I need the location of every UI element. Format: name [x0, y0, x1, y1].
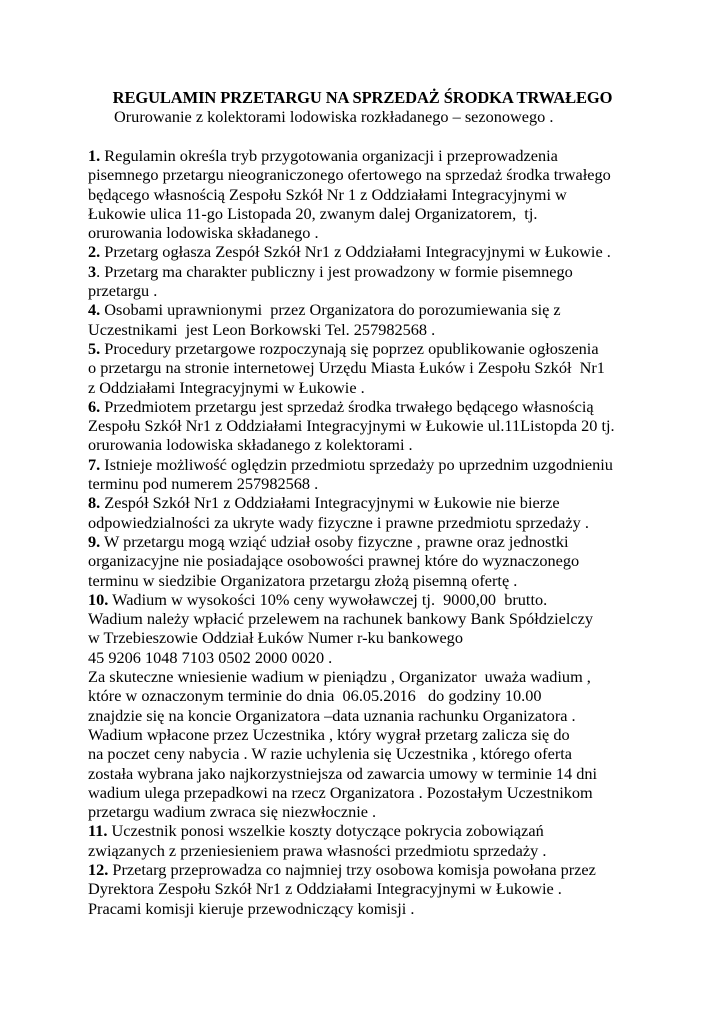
text-line	[88, 300, 718, 319]
text-line	[88, 667, 718, 686]
line-text: orurowania lodowiska składanego .	[88, 223, 319, 243]
text-line	[88, 571, 718, 590]
text-line	[88, 551, 718, 570]
section-number: 3	[88, 261, 97, 281]
document-title: REGULAMIN PRZETARGU NA SPRZEDAŻ ŚRODKA TRWAŁEGO	[112, 88, 613, 107]
line-text: Przedmiotem przetargu jest sprzedaż środka trwałego będącego własnością	[100, 396, 594, 416]
line-text: 45 9206 1048 7103 0502 2000 0020 .	[88, 647, 333, 667]
line-text: znajdzie się na koncie Organizatora –data uznania rachunku Organizatora .	[88, 705, 576, 725]
text-line	[88, 590, 718, 609]
text-line	[88, 493, 718, 512]
text-line	[88, 146, 718, 165]
line-text: Przetarg ogłasza Zespół Szkół Nr1 z Oddziałami Integracyjnymi w Łukowie .	[100, 242, 611, 262]
line-text: Wadium wpłacone przez Uczestnika , który wygrał przetarg zalicza się do	[88, 724, 570, 744]
text-line	[88, 513, 718, 532]
line-text: Istnieje możliwość oględzin przedmiotu sprzedaży po uprzednim uzgodnieniu	[100, 454, 613, 474]
text-line	[88, 242, 718, 261]
line-text: z Oddziałami Integracyjnymi w Łukowie .	[88, 377, 365, 397]
text-line	[88, 358, 718, 377]
text-line	[88, 320, 718, 339]
text-line	[88, 860, 718, 879]
text-line	[88, 764, 718, 783]
line-text: w Trzebieszowie Oddział Łuków Numer r-ku bankowego	[88, 628, 463, 648]
text-line	[88, 416, 718, 435]
line-text: Zespół Szkół Nr1 z Oddziałami Integracyjnymi w Łukowie nie bierze	[100, 493, 560, 513]
section-number: 6.	[88, 396, 101, 416]
section-number: 2.	[88, 242, 101, 262]
line-text: wadium ulega przepadkowi na rzecz Organizatora . Pozostałym Uczestnikom	[88, 782, 593, 802]
line-text: Dyrektora Zespołu Szkół Nr1 z Oddziałami Integracyjnymi w Łukowie .	[88, 879, 562, 899]
text-line	[88, 899, 718, 918]
text-line	[88, 648, 718, 667]
text-line	[88, 725, 718, 744]
text-line	[88, 223, 718, 242]
section-number: 5.	[88, 338, 101, 358]
text-line	[88, 262, 718, 281]
line-text: Za skuteczne wniesienie wadium w pieniądzu , Organizator uważa wadium ,	[88, 667, 591, 687]
line-text: przetargu .	[88, 281, 158, 301]
line-text: Wadium należy wpłacić przelewem na rachunek bankowy Bank Spółdzielczy	[88, 609, 594, 629]
line-text: Przetarg przeprowadza co najmniej trzy osobowa komisja powołana przez	[108, 859, 596, 879]
text-line	[88, 821, 718, 840]
line-text: Łukowie ulica 11-go Listopada 20, zwanym dalej Organizatorem, tj.	[88, 203, 538, 223]
line-text: została wybrana jako najkorzystniejsza od zawarcia umowy w terminie 14 dni	[88, 763, 598, 783]
section-number: 4.	[88, 300, 101, 320]
text-line	[88, 802, 718, 821]
text-line	[88, 532, 718, 551]
line-text: które w oznaczonym terminie do dnia 06.05.2016 do godziny 10.00	[88, 686, 542, 706]
line-text: Procedury przetargowe rozpoczynają się poprzez opublikowanie ogłoszenia	[100, 338, 599, 358]
line-text: Uczestnik ponosi wszelkie koszty dotyczące pokrycia zobowiązań	[107, 821, 544, 841]
line-text: W przetargu mogą wziąć udział osoby fizyczne , prawne oraz jednostki	[100, 531, 569, 551]
line-text: o przetargu na stronie internetowej Urzędu Miasta Łuków i Zespołu Szkół Nr1	[88, 358, 605, 378]
line-text: na poczet ceny nabycia . W razie uchylenia się Uczestnika , którego oferta	[88, 744, 572, 764]
line-text: Zespołu Szkół Nr1 z Oddziałami Integracyjnymi w Łukowie ul.11Listopda 20 tj.	[88, 416, 615, 436]
text-line	[88, 841, 718, 860]
text-line	[88, 397, 718, 416]
line-text: związanych z przeniesieniem prawa własności przedmiotu sprzedaży .	[88, 840, 547, 860]
section-number: 9.	[88, 531, 101, 551]
text-line	[88, 879, 718, 898]
line-text: orurowania lodowiska składanego z kolektorami .	[88, 435, 413, 455]
text-line	[88, 474, 718, 493]
text-line	[88, 435, 718, 454]
text-line	[88, 339, 718, 358]
line-text: organizacyjne nie posiadające osobowości prawnej które do wyznaczonego	[88, 551, 580, 571]
text-line	[88, 686, 718, 705]
line-text: Osobami uprawnionymi przez Organizatora do porozumiewania się z	[100, 300, 561, 320]
text-line	[88, 185, 718, 204]
line-text: przetargu wadium zwraca się niezwłocznie .	[88, 802, 377, 822]
text-line	[88, 165, 718, 184]
document-subtitle: Orurowanie z kolektorami lodowiska rozkładanego – sezonowego .	[114, 107, 554, 126]
text-line	[88, 378, 718, 397]
line-text: Regulamin określa tryb przygotowania organizacji i przeprowadzenia	[100, 146, 558, 165]
text-line	[88, 204, 718, 223]
section-number: 11.	[88, 821, 108, 841]
document-body	[88, 146, 718, 918]
text-line	[88, 609, 718, 628]
text-line	[88, 628, 718, 647]
section-number: 10.	[88, 589, 109, 609]
line-text: Uczestnikami jest Leon Borkowski Tel. 257982568 .	[88, 319, 436, 339]
line-text: pisemnego przetargu nieograniczonego ofertowego na sprzedaż środka trwałego	[88, 165, 611, 185]
section-number: 8.	[88, 493, 101, 513]
text-line	[88, 281, 718, 300]
line-text: będącego własnością Zespołu Szkół Nr 1 z Oddziałami Integracyjnymi w	[88, 184, 567, 204]
line-text: Wadium w wysokości 10% ceny wywoławczej tj. 9000,00 brutto.	[108, 589, 548, 609]
text-line	[88, 706, 718, 725]
line-text: terminu w siedzibie Organizatora przetargu złożą pisemną ofertę .	[88, 570, 518, 590]
section-number: 7.	[88, 454, 101, 474]
text-line	[88, 455, 718, 474]
line-text: Pracami komisji kieruje przewodniczący komisji .	[88, 898, 415, 918]
text-line	[88, 744, 718, 763]
text-line	[88, 783, 718, 802]
line-text: . Przetarg ma charakter publiczny i jest prowadzony w formie pisemnego	[96, 261, 573, 281]
section-number: 12.	[88, 859, 109, 879]
line-text: odpowiedzialności za ukryte wady fizyczne i prawne przedmiotu sprzedaży .	[88, 512, 589, 532]
line-text: terminu pod numerem 257982568 .	[88, 474, 319, 494]
section-number: 1.	[88, 146, 101, 165]
